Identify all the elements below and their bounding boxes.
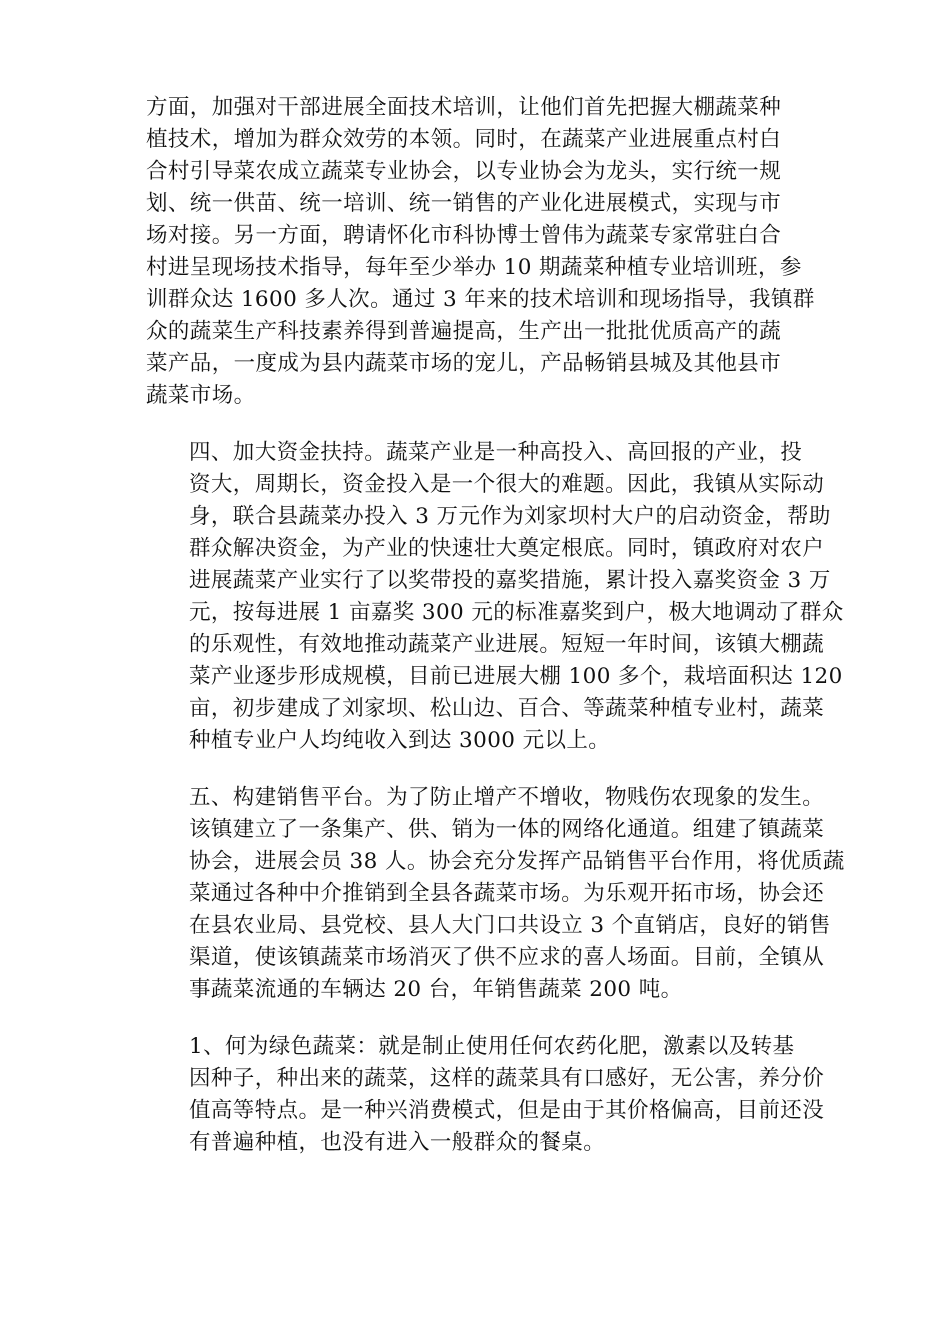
text-line: 种植专业户人均纯收入到达 3000 元以上。 [189,728,611,753]
text-line: 1、何为绿色蔬菜：就是制止使用任何农药化肥，激素以及转基 [189,1034,795,1059]
text-line: 场对接。另一方面，聘请怀化市科协博士曾伟为蔬菜专家常驻白合 [146,223,782,248]
text-line: 事蔬菜流通的车辆达 20 台，年销售蔬菜 200 吨。 [189,977,683,1002]
text-line: 的乐观性，有效地推动蔬菜产业进展。短短一年时间，该镇大棚蔬 [189,632,825,657]
text-line: 元，按每进展 1 亩嘉奖 300 元的标准嘉奖到户，极大地调动了群众 [189,600,844,625]
document-body [146,92,845,1184]
text-line: 菜通过各种中介推销到全县各蔬菜市场。为乐观开拓市场，协会还 [189,881,825,906]
text-line: 众的蔬菜生产科技素养得到普遍提高，生产出一批批优质高产的蔬 [146,319,782,344]
paragraph-training [146,92,815,412]
text-line: 训群众达 1600 多人次。通过 3 年来的技术培训和现场指导，我镇群 [146,287,815,312]
text-line: 蔬菜市场。 [146,383,256,408]
text-line: 资大，周期长，资金投入是一个很大的难题。因此，我镇从实际动 [189,472,825,497]
text-line: 该镇建立了一条集产、供、销为一体的网络化通道。组建了镇蔬菜 [189,817,825,842]
text-line: 亩，初步建成了刘家坝、松山边、百合、等蔬菜种植专业村，蔬菜 [189,696,825,721]
text-line: 合村引导菜农成立蔬菜专业协会，以专业协会为龙头，实行统一规 [146,159,782,184]
text-line: 协会，进展会员 38 人。协会充分发挥产品销售平台作用，将优质蔬 [189,849,845,874]
text-line: 村进呈现场技术指导，每年至少举办 10 期蔬菜种植专业培训班，参 [146,255,802,280]
text-line: 渠道，使该镇蔬菜市场消灭了供不应求的喜人场面。目前，全镇从 [189,945,825,970]
text-line: 划、统一供苗、统一培训、统一销售的产业化进展模式，实现与市 [146,191,782,216]
text-line: 方面，加强对干部进展全面技术培训，让他们首先把握大棚蔬菜种 [146,95,782,120]
text-line: 进展蔬菜产业实行了以奖带投的嘉奖措施，累计投入嘉奖资金 3 万 [189,568,831,593]
text-line: 在县农业局、县党校、县人大门口共设立 3 个直销店，良好的销售 [189,913,831,938]
paragraph-sales-platform [146,782,845,1006]
text-line: 植技术，增加为群众效劳的本领。同时，在蔬菜产业进展重点村白 [146,127,782,152]
text-line: 因种子，种出来的蔬菜，这样的蔬菜具有口感好，无公害，养分价 [189,1066,825,1091]
text-line: 身，联合县蔬菜办投入 3 万元作为刘家坝村大户的启动资金，帮助 [189,504,831,529]
text-line: 菜产品，一度成为县内蔬菜市场的宠儿，产品畅销县城及其他县市 [146,351,782,376]
text-line: 值高等特点。是一种兴消费模式，但是由于其价格偏高，目前还没 [189,1098,825,1123]
text-line: 菜产业逐步形成规模，目前已进展大棚 100 多个，栽培面积达 120 [189,664,843,689]
paragraph-green-vegetables [146,1031,825,1159]
paragraph-funding [146,437,844,757]
text-line: 五、构建销售平台。为了防止增产不增收，物贱伤农现象的发生。 [189,785,825,810]
text-line: 有普遍种植，也没有进入一般群众的餐桌。 [189,1130,606,1155]
text-line: 群众解决资金，为产业的快速壮大奠定根底。同时，镇政府对农户 [189,536,825,561]
text-line: 四、加大资金扶持。蔬菜产业是一种高投入、高回报的产业，投 [189,440,803,465]
